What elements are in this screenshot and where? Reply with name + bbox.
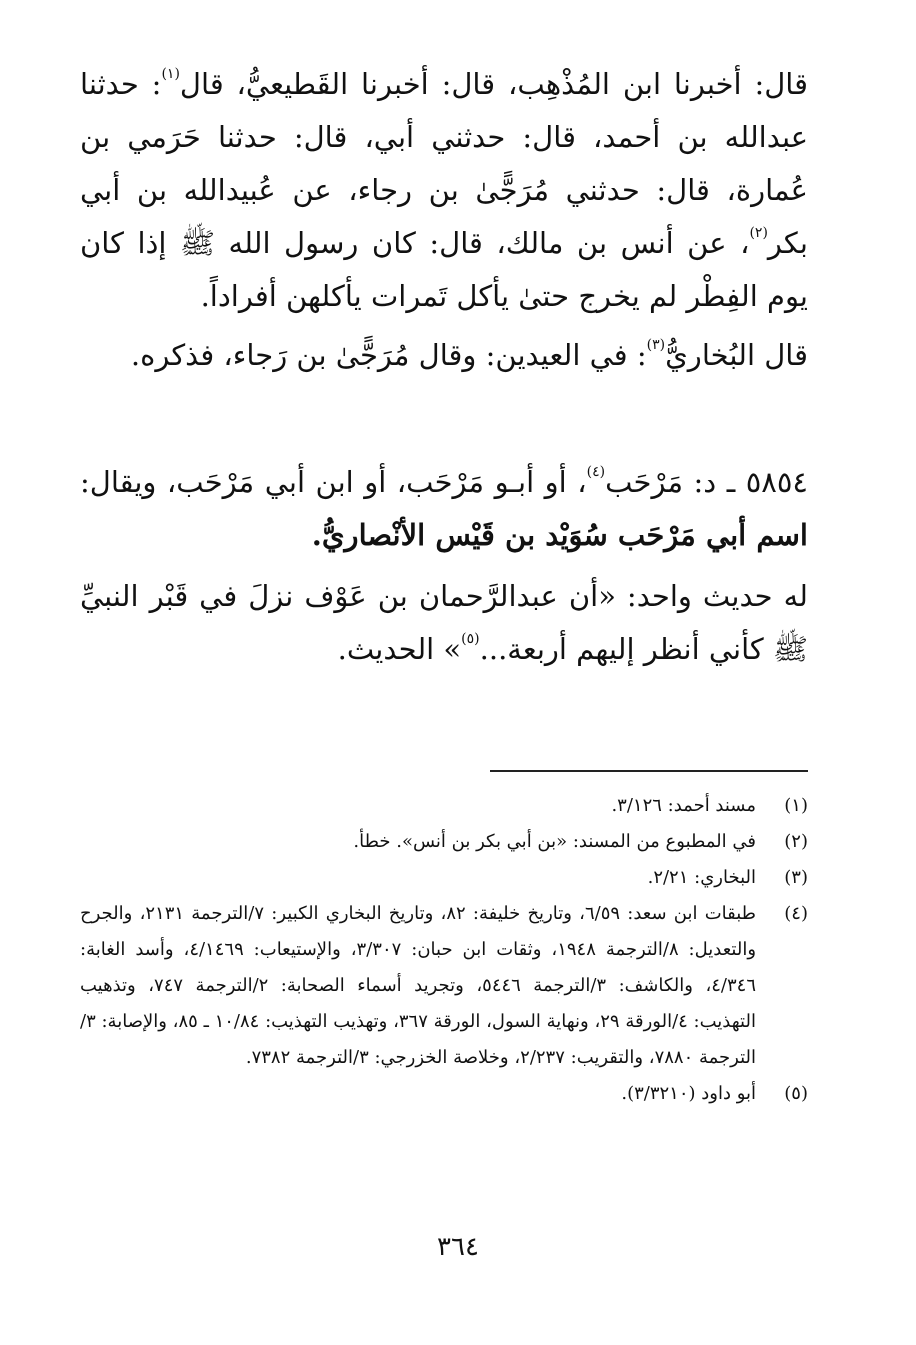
text-segment: : في العيدين: وقال مُرَجًّىٰ بن رَجاء، فذكره. (130, 338, 647, 372)
text-segment: قال البُخاريُّ (665, 338, 808, 372)
footnote-number: (١) (784, 795, 808, 816)
footnote-text: البخاري: ٢/٢١. (647, 867, 756, 888)
footnote-separator (490, 770, 808, 772)
footnote-text: في المطبوع من المسند: «بن أبي بكر بن أنس». خطأ. (353, 831, 756, 852)
paragraph-entry-5854 (80, 456, 808, 562)
footnote-item (80, 860, 808, 896)
footnote-marker-5[interactable]: (٥) (461, 631, 480, 647)
text-segment: له حديث واحد: «أن عبدالرَّحمان بن عَوْف نزلَ في قَبْر النبيِّ ﷺ كأني أنظر إليهم أربعة... (80, 579, 808, 666)
footnote-item (80, 1076, 808, 1112)
paragraph-hadith-chain (80, 58, 808, 323)
footnote-text: طبقات ابن سعد: ٦/٥٩، وتاريخ خليفة: ٨٢، وتاريخ البخاري الكبير: ٧/الترجمة ٢١٣١، والجرح والتعديل: ٨/الترجمة ١٩٤٨، وثقات ابن حبان: ٣/٣٠٧، والإستيعاب: ٤/١٤٦٩، وأسد الغابة: ٤/٣٤٦، والكاشف: ٣/الترجمة ٥٤٤٦، وتجريد أسماء الصحابة: ٢/الترجمة ٧٤٧، وتذهيب التهذيب: ٤/الورقة ٢٩، ونهاية السول، الورقة ٣٦٧، وتهذيب التهذيب: ١٠/٨٤ ـ ٨٥، والإصابة: ٣/الترجمة ٧٨٨٠، والتقريب: ٢/٢٣٧، وخلاصة الخزرجي: ٣/الترجمة ٧٣٨٢. (80, 903, 757, 1068)
footnote-marker-1[interactable]: (١) (161, 66, 180, 82)
footnote-number: (٣) (784, 867, 808, 888)
bold-name-text: اسم أبي مَرْحَب سُوَيْد بن قَيْس الأنْصاريُّ. (311, 518, 808, 552)
footnote-number: (٤) (784, 903, 808, 924)
text-segment: ٥٨٥٤ ـ د: مَرْحَب (605, 465, 809, 499)
footnote-text: أبو داود (٣/٣٢١٠). (621, 1083, 756, 1104)
footnote-item (80, 788, 808, 824)
footnotes (80, 788, 808, 1112)
text-segment: قال: أخبرنا ابن المُذْهِب، قال: أخبرنا القَطيعيُّ، قال (179, 67, 808, 101)
footnote-marker-2[interactable]: (٢) (749, 225, 768, 241)
page-number: ٣٦٤ (437, 1232, 479, 1262)
text-segment: ، عن أنس بن مالك، قال: كان رسول الله ﷺ إذا كان يوم الفِطْر لم يخرج حتىٰ يأكل تَمرات يأكلهن أفراداً. (80, 226, 808, 313)
footnote-text: مسند أحمد: ٣/١٢٦. (611, 795, 756, 816)
text-segment: » الحديث. (337, 632, 462, 666)
footnote-item (80, 896, 808, 1076)
text-segment: : حدثنا عبدالله بن أحمد، قال: حدثني أبي، قال: حدثنا حَرَمي بن عُمارة، قال: حدثني مُرَجًّىٰ بن رجاء، عن عُبيدالله بن أبي بكر (80, 67, 808, 260)
text-segment: ، أو أبـو مَرْحَب، أو ابن أبي مَرْحَب، ويقال: (80, 465, 587, 499)
footnote-number: (٢) (784, 831, 808, 852)
paragraph-single-hadith (80, 570, 808, 676)
footnote-item (80, 824, 808, 860)
footnote-number: (٥) (784, 1083, 808, 1104)
paragraph-bukhari-note (80, 329, 808, 382)
footnote-marker-4[interactable]: (٤) (586, 464, 606, 480)
footnote-marker-3[interactable]: (٣) (646, 337, 666, 353)
